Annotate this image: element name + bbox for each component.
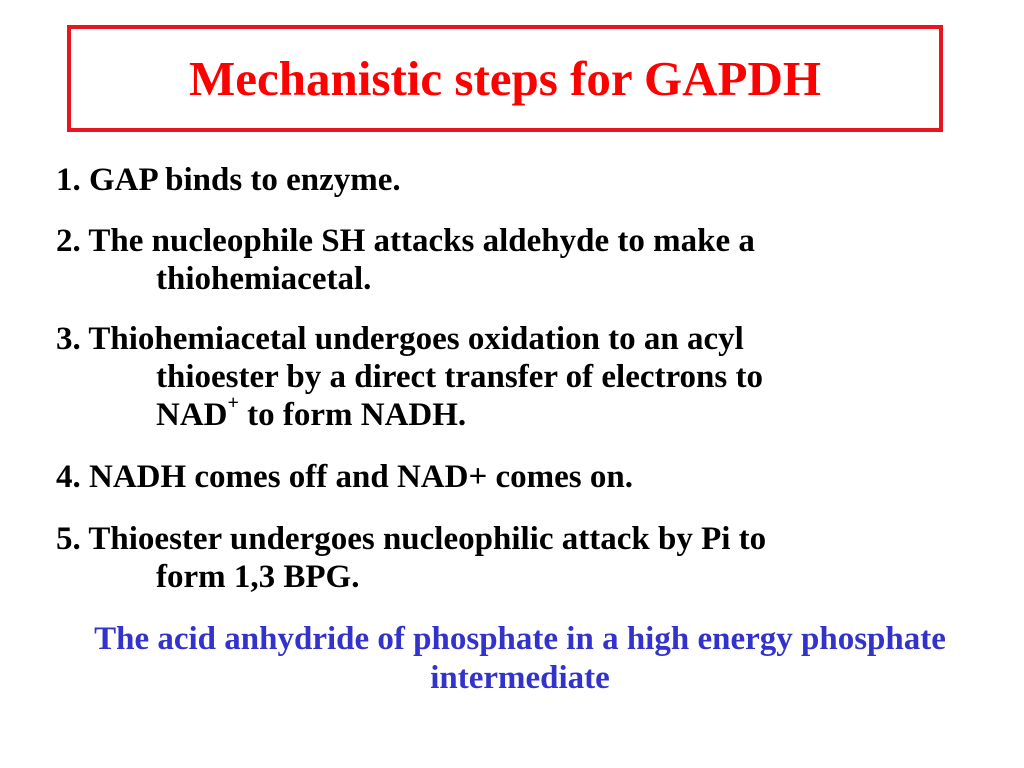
nad-plus-superscript: +	[227, 392, 239, 414]
step-4	[56, 458, 956, 496]
step-4-line-1: 4. NADH comes off and NAD+ comes on.	[56, 459, 634, 495]
step-5-line-1: 5. Thioester undergoes nucleophilic attack by Pi to	[56, 521, 767, 557]
step-2-line-1: 2. The nucleophile SH attacks aldehyde to make a	[56, 223, 755, 259]
step-3-line-3	[56, 392, 956, 434]
step-2	[56, 222, 956, 298]
step-3-line-2: thioester by a direct transfer of electrons to	[156, 359, 763, 395]
step-3-line-1: 3. Thiohemiacetal undergoes oxidation to an acyl	[56, 321, 744, 357]
slide-title: Mechanistic steps for GAPDH	[189, 51, 821, 106]
step-3	[56, 320, 956, 434]
step-5-line-2: form 1,3 BPG.	[156, 559, 360, 595]
step-3-line-3-rest: to form NADH.	[238, 397, 467, 433]
step-1	[56, 161, 956, 199]
nad-text: NAD	[156, 397, 228, 433]
title-box	[67, 25, 943, 132]
highlight-note: The acid anhydride of phosphate in a high energy phosphate intermediate	[94, 621, 946, 696]
step-2-line-2: thiohemiacetal.	[156, 261, 372, 297]
step-1-line-1: 1. GAP binds to enzyme.	[56, 162, 401, 198]
step-5	[56, 520, 956, 596]
